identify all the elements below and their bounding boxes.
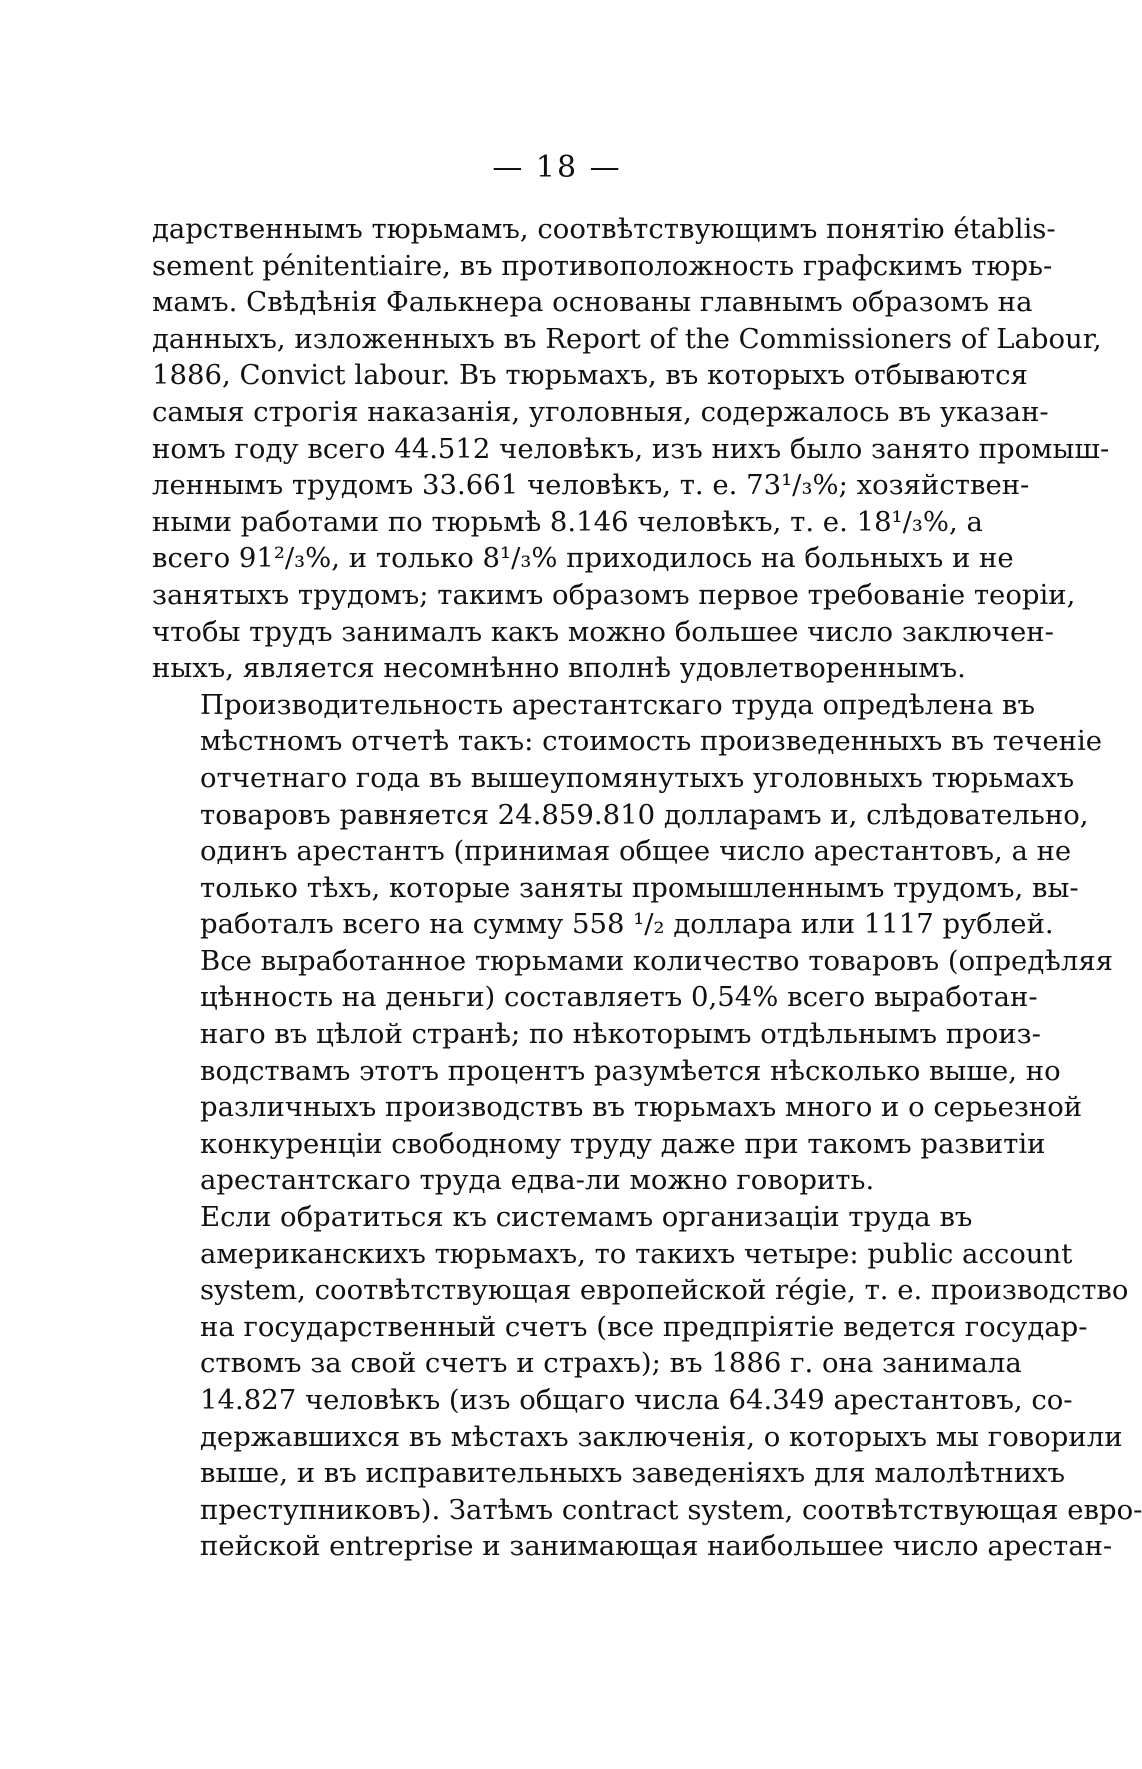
text-line: цѣнность на деньги) составляетъ 0,54% всего выработан- (200, 981, 1038, 1014)
text-line: преступниковъ). Затѣмъ contract system, соотвѣтствующая евро- (200, 1493, 1142, 1526)
text-line: самыя строгія наказанія, уголовныя, содержалось въ указан- (152, 395, 1049, 428)
text-line: Все выработанное тюрьмами количество товаровъ (опредѣляя (200, 944, 1114, 977)
text-line: мѣстномъ отчетѣ такъ: стоимость произведенныхъ въ теченіе (200, 725, 1103, 758)
paragraph-2 (152, 687, 1114, 1199)
text-line: конкуренціи свободному труду даже при такомъ развитіи (200, 1127, 1046, 1160)
text-line: различныхъ производствъ въ тюрьмахъ много и о серьезной (200, 1091, 1083, 1124)
page-number: — 18 — (492, 150, 622, 185)
text-line: данныхъ, изложенныхъ въ Report of the Commissioners of Labour, (152, 322, 1102, 355)
text-line: выше, и въ исправительныхъ заведеніяхъ для малолѣтнихъ (200, 1457, 1066, 1490)
text-line: дарственнымъ тюрьмамъ, соотвѣтствующимъ понятію établis- (152, 213, 1056, 245)
text-line: наго въ цѣлой странѣ; по нѣкоторымъ отдѣльнымъ произ- (200, 1018, 1041, 1051)
text-line: арестантскаго труда едва-ли можно говорить. (200, 1164, 875, 1197)
text-line: ными работами по тюрьмѣ 8.146 человѣкъ, т. е. 18¹/₃%, а (152, 505, 983, 538)
text-line: державшихся въ мѣстахъ заключенія, о которыхъ мы говорили (200, 1420, 1123, 1453)
text-line: занятыхъ трудомъ; такимъ образомъ первое требованіе теоріи, (152, 578, 1076, 611)
text-line: мамъ. Свѣдѣнія Фалькнера основаны главнымъ образомъ на (152, 286, 1033, 319)
text-line: ствомъ за свой счетъ и страхъ); въ 1886 г. она занимала (200, 1347, 1022, 1380)
text-line: пейской entreprise и занимающая наибольшее число арестан- (200, 1530, 1113, 1563)
text-line: водствамъ этотъ процентъ разумѣется нѣсколько выше, но (200, 1054, 1061, 1087)
text-line: леннымъ трудомъ 33.661 человѣкъ, т. е. 73¹/₃%; хозяйствен- (152, 469, 1030, 502)
text-line: работалъ всего на сумму 558 ¹/₂ доллара или 1117 рублей. (200, 908, 1054, 941)
paragraph-1 (152, 211, 1110, 687)
text-line: товаровъ равняется 24.859.810 долларамъ и, слѣдовательно, (200, 798, 1089, 831)
text-line: чтобы трудъ занималъ какъ можно большее число заключен- (152, 615, 1054, 648)
text-body (152, 211, 1142, 1565)
text-line: только тѣхъ, которые заняты промышленнымъ трудомъ, вы- (200, 871, 1079, 904)
text-line: одинъ арестантъ (принимая общее число арестантовъ, а не (200, 835, 1072, 868)
text-line: на государственный счетъ (все предпріятіе ведется государ- (200, 1310, 1088, 1343)
text-line: американскихъ тюрьмахъ, то такихъ четыре: public account (200, 1237, 1073, 1270)
text-line: всего 91²/₃%, и только 8¹/₃% приходилось на больныхъ и не (152, 542, 1014, 575)
book-page (152, 150, 1142, 1565)
text-line: sement pénitentiaire, въ противоположность графскимъ тюрь- (152, 249, 1053, 282)
text-line: отчетнаго года въ вышеупомянутыхъ уголовныхъ тюрьмахъ (200, 761, 1075, 794)
text-line: Производительность арестантскаго труда опредѣлена въ (200, 688, 1035, 721)
text-line: 14.827 человѣкъ (изъ общаго числа 64.349 арестантовъ, со- (200, 1384, 1073, 1416)
text-line: 1886, Convict labour. Въ тюрьмахъ, въ которыхъ отбываются (152, 359, 1028, 392)
paragraph-3 (152, 1199, 1142, 1565)
text-line: system, соотвѣтствующая европейской régie, т. е. производство (200, 1274, 1129, 1307)
text-line: ныхъ, является несомнѣнно вполнѣ удовлетвореннымъ. (152, 652, 966, 685)
text-line: номъ году всего 44.512 человѣкъ, изъ нихъ было занято промыш- (152, 432, 1110, 465)
text-line: Если обратиться къ системамъ организаціи труда въ (200, 1201, 973, 1234)
